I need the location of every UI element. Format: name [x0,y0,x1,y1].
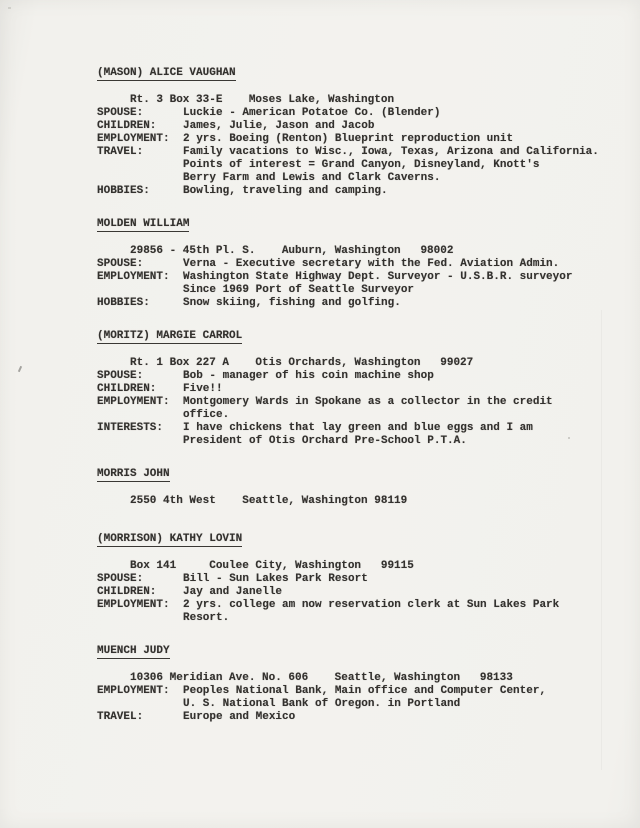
field-label [97,435,183,448]
field-value: Bill - Sun Lakes Park Resort [183,573,368,585]
field-label: TRAVEL: [97,146,144,158]
field-row [97,133,610,146]
field-label: EMPLOYMENT: [97,133,170,145]
field-value: Berry Farm and Lewis and Clark Caverns. [183,172,441,184]
field-row [97,159,610,172]
field-label: CHILDREN: [97,586,157,598]
address-line: Rt. 1 Box 227 A Otis Orchards, Washington 99027 [130,357,474,369]
field-value: Since 1969 Port of Seattle Surveyor [183,284,415,296]
field-value: Bowling, traveling and camping. [183,185,388,197]
field-label [97,159,183,172]
field-row [97,711,610,724]
field-value: Family vacations to Wisc., Iowa, Texas, Arizona and California. [183,146,599,158]
field-row [97,258,610,271]
field-value: Jay and Janelle [183,586,283,598]
field-value: Washington State Highway Dept. Surveyor - U.S.B.R. surveyor [183,271,573,283]
field-value: Points of interest = Grand Canyon, Disneyland, Knott's [183,159,540,171]
field-row [97,586,610,599]
field-label: CHILDREN: [97,120,157,132]
field-row [97,172,610,185]
field-value: Verna - Executive secretary with the Fed. Aviation Admin. [183,258,560,270]
field-row [97,146,610,159]
field-value: James, Julie, Jason and Jacob [183,120,375,132]
field-value: 2 yrs. college am now reservation clerk at Sun Lakes Park [183,599,560,611]
field-label: EMPLOYMENT: [97,685,170,697]
field-value: Bob - manager of his coin machine shop [183,370,434,382]
field-row [97,435,610,448]
address-line: 2550 4th West Seattle, Washington 98119 [130,495,408,507]
entry-heading: (MASON) ALICE VAUGHAN [97,67,236,79]
field-value: office. [183,409,230,421]
address-line: 10306 Meridian Ave. No. 606 Seattle, Washington 98133 [130,672,513,684]
scan-speck [8,7,11,9]
field-row [97,698,610,711]
field-row [97,284,610,297]
field-row [97,271,610,284]
entry [97,645,610,724]
scan-mark [18,366,22,372]
field-value: Resort. [183,612,230,624]
field-value: Europe and Mexico [183,711,296,723]
field-row [97,685,610,698]
address-line: 29856 - 45th Pl. S. Auburn, Washington 98002 [130,245,454,257]
entry [97,218,610,310]
field-label: TRAVEL: [97,711,144,723]
field-row [97,612,610,625]
field-label: SPOUSE: [97,370,144,382]
entry-heading: (MORITZ) MARGIE CARROL [97,330,243,342]
field-row [97,573,610,586]
field-label: SPOUSE: [97,107,144,119]
field-value: Luckie - American Potatoe Co. (Blender) [183,107,441,119]
field-label [97,612,183,625]
field-value: 2 yrs. Boeing (Renton) Blueprint reproduction unit [183,133,514,145]
entry-heading: (MORRISON) KATHY LOVIN [97,533,243,545]
field-label: EMPLOYMENT: [97,599,170,611]
field-label: HOBBIES: [97,185,150,197]
field-row [97,370,610,383]
field-row [97,297,610,310]
entry [97,67,610,198]
entry [97,330,610,448]
field-label: INTERESTS: [97,422,164,434]
field-row [97,383,610,396]
field-row [97,120,610,133]
entry-heading: MUENCH JUDY [97,645,170,657]
field-row [97,107,610,120]
field-row [97,409,610,422]
field-label [97,172,183,185]
field-label: CHILDREN: [97,383,157,395]
field-label [97,698,183,711]
field-value: U. S. National Bank of Oregon. in Portland [183,698,461,710]
field-label [97,284,183,297]
field-value: Montgomery Wards in Spokane as a collector in the credit [183,396,553,408]
field-value: Five!! [183,383,223,395]
field-label: HOBBIES: [97,297,150,309]
field-label: EMPLOYMENT: [97,271,170,283]
entry-heading: MORRIS JOHN [97,468,170,480]
field-row [97,422,610,435]
field-label: EMPLOYMENT: [97,396,170,408]
field-row [97,185,610,198]
field-value: Peoples National Bank, Main office and Computer Center, [183,685,547,697]
entry-heading: MOLDEN WILLIAM [97,218,190,230]
field-value: I have chickens that lay green and blue eggs and I am [183,422,533,434]
entry [97,468,610,508]
field-label: SPOUSE: [97,573,144,585]
entry [97,533,610,625]
field-value: President of Otis Orchard Pre-School P.T.A. [183,435,467,447]
address-line: Box 141 Coulee City, Washington 99115 [130,560,414,572]
address-line: Rt. 3 Box 33-E Moses Lake, Washington [130,94,395,106]
field-label [97,409,183,422]
field-value: Snow skiing, fishing and golfing. [183,297,401,309]
field-label: SPOUSE: [97,258,144,270]
field-row [97,396,610,409]
field-row [97,599,610,612]
